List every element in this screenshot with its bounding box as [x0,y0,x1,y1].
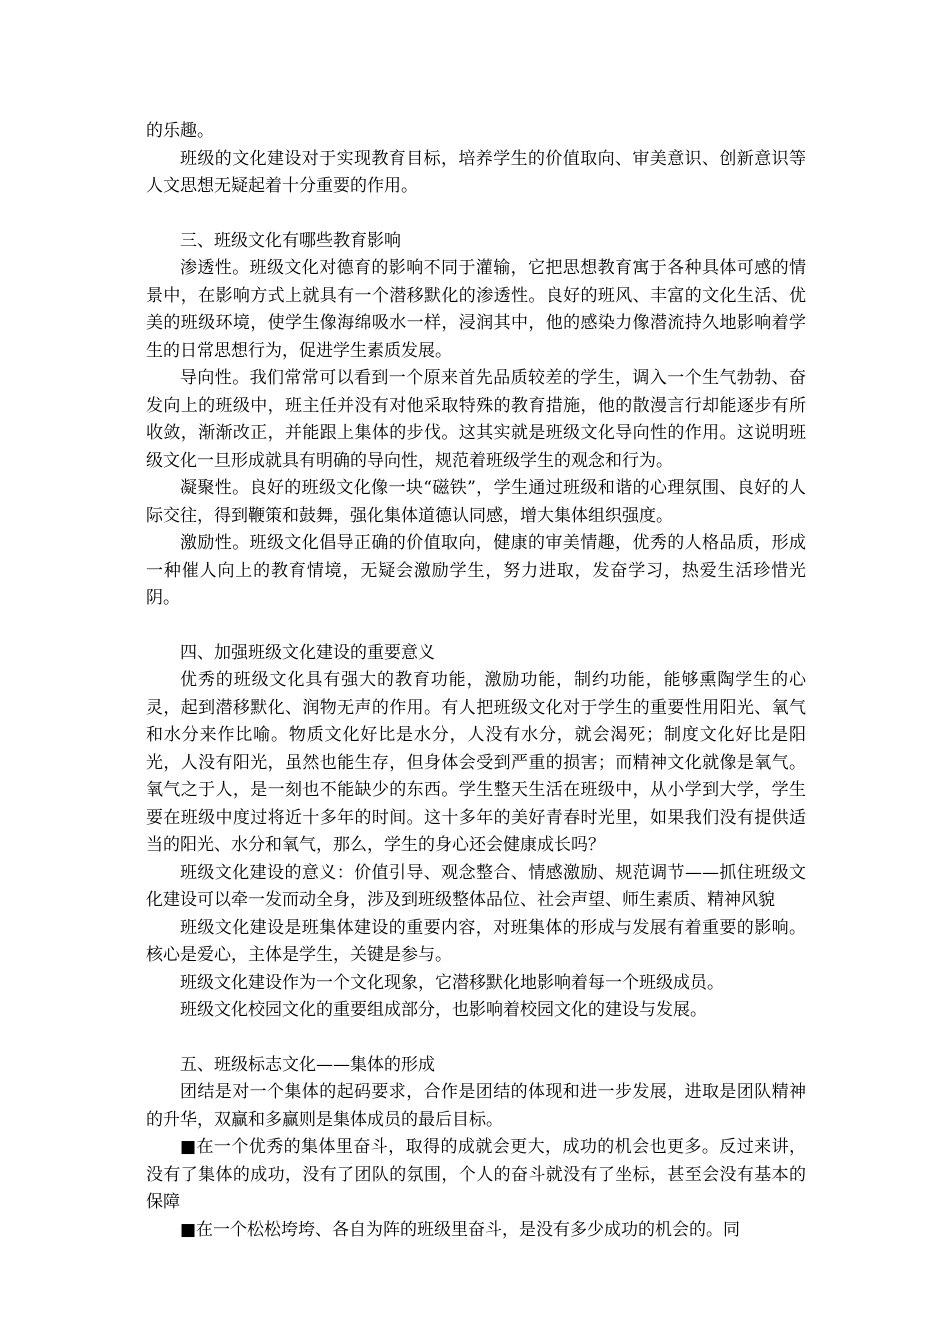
paragraph: 导向性。我们常常可以看到一个原来首先品质较差的学生，调入一个生气勃勃、奋发向上的班级中，班主任并没有对他采取特殊的教育措施，他的散漫言行却能逐步有所收敛，渐渐改正，并能跟上集体的步伐。这其实就是班级文化导向性的作用。这说明班级文化一旦形成就具有明确的导向性，规范着班级学生的观念和行为。 [146,368,806,471]
paragraph: 班级文化建设作为一个文化现象，它潜移默化地影响着每一个班级成员。 [180,972,724,993]
paragraph: 班级文化建设的意义：价值引导、观念整合、情感激励、规范调节——抓住班级文化建设可以牵一发而动全身，涉及到班级整体品位、社会声望、师生素质、精神风貌 [146,862,806,910]
paragraph: 班级文化校园文化的重要组成部分，也影响着校园文化的建设与发展。 [180,1000,707,1020]
section-heading: 三、班级文化有哪些教育影响 [180,230,401,251]
paragraph: 凝聚性。良好的班级文化像一块“磁铁”，学生通过班级和谐的心理氛围、良好的人际交往，得到鞭策和鼓舞，强化集体道德认同感，增大集体组织强度。 [146,478,806,526]
bullet-paragraph: ■在一个优秀的集体里奋斗，取得的成就会更大，成功的机会也更多。反过来讲，没有了集体的成功，没有了团队的氛围，个人的奋斗就没有了坐标，甚至会没有基本的保障 [146,1137,806,1212]
section-heading: 五、班级标志文化——集体的形成 [180,1054,435,1075]
paragraph: 班级的文化建设对于实现教育目标，培养学生的价值取向、审美意识、创新意识等人文思想无疑起着十分重要的作用。 [146,148,806,196]
document-body [146,118,806,1244]
paragraph: 团结是对一个集体的起码要求，合作是团结的体现和进一步发展，进取是团队精神的升华，双赢和多赢则是集体成员的最后目标。 [146,1082,806,1130]
paragraph: 渗透性。班级文化对德育的影响不同于灌输，它把思想教育寓于各种具体可感的情景中，在影响方式上就具有一个潜移默化的渗透性。良好的班风、丰富的文化生活、优美的班级环境，使学生像海绵吸水一样，浸润其中，他的感染力像潜流持久地影响着学生的日常思想行为，促进学生素质发展。 [146,258,806,361]
paragraph: 的乐趣。 [146,121,214,141]
paragraph: 激励性。班级文化倡导正确的价值取向，健康的审美情趣，优秀的人格品质，形成一种催人向上的教育情境，无疑会激励学生，努力进取，发奋学习，热爱生活珍惜光阴。 [146,533,806,608]
paragraph: 班级文化建设是班集体建设的重要内容，对班集体的形成与发展有着重要的影响。核心是爱心，主体是学生，关键是参与。 [146,917,806,965]
paragraph: 优秀的班级文化具有强大的教育功能，激励功能，制约功能，能够熏陶学生的心灵，起到潜移默化、润物无声的作用。有人把班级文化对于学生的重要性用阳光、氧气和水分来作比喻。物质文化好比是水分，人没有水分，就会渴死；制度文化好比是阳光，人没有阳光，虽然也能生存，但身体会受到严重的损害；而精神文化就像是氧气。氧气之于人，是一刻也不能缺少的东西。学生整天生活在班级中，从小学到大学，学生要在班级中度过将近十多年的时间。这十多年的美好青春时光里，如果我们没有提供适当的阳光、水分和氧气，那么，学生的身心还会健康成长吗？ [146,670,806,855]
bullet-paragraph: ■在一个松松垮垮、各自为阵的班级里奋斗，是没有多少成功的机会的。同 [180,1219,741,1240]
section-heading: 四、加强班级文化建设的重要意义 [180,642,435,663]
